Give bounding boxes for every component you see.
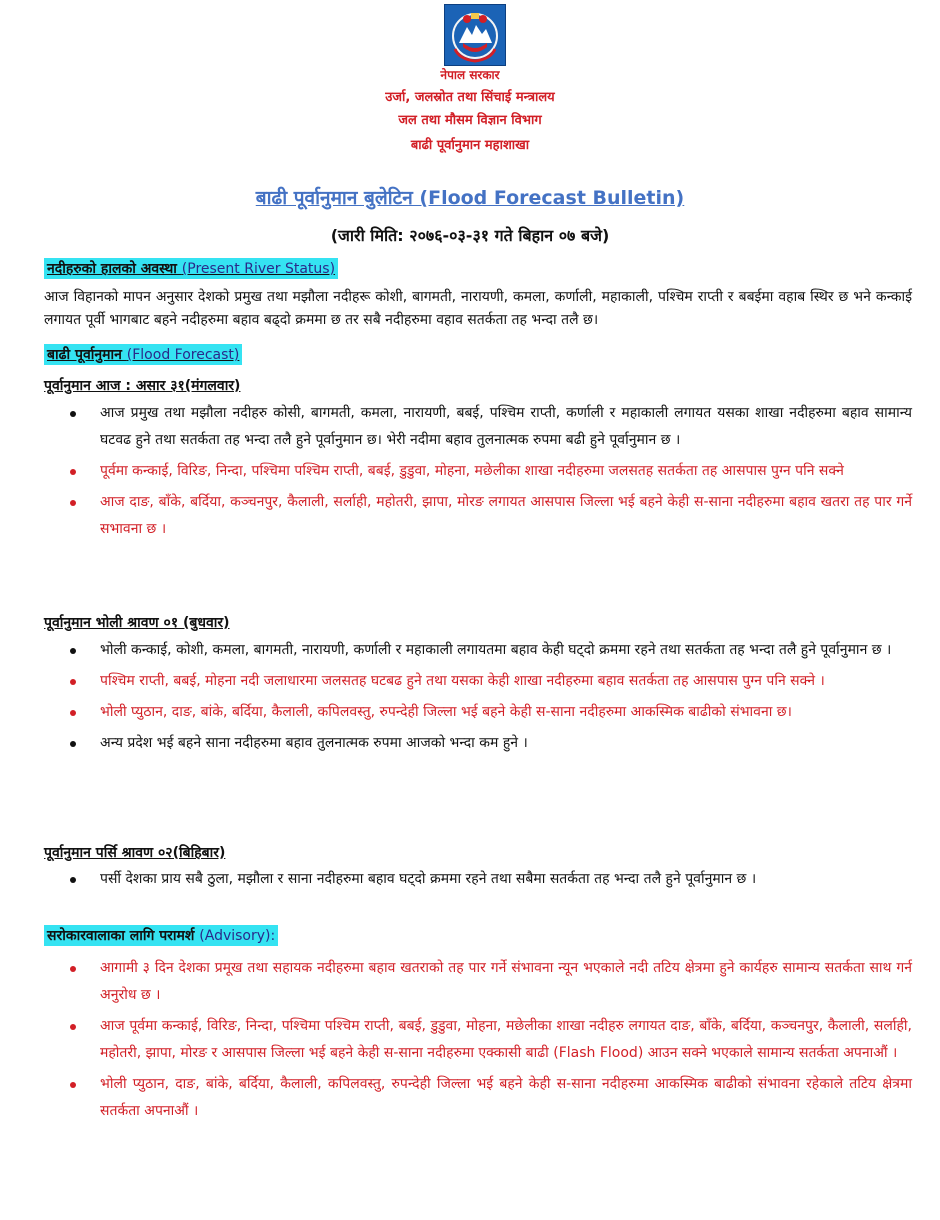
issued-date: (जारी मिति: २०७६-०३-३१ गते बिहान ०७ बजे) — [330, 226, 610, 245]
list-item-text: आज दाङ, बाँके, बर्दिया, कञ्चनपुर, कैलाली, सर्लाही, महोतरी, झापा, मोरङ लगायत आसपास जिल्ला भई बहने केही स-साना नदीहरुमा बहाव खतरा तह पार गर्ने सभावना छ । — [100, 494, 912, 537]
list-item-text: भोली प्युठान, दाङ, बांके, बर्दिया, कैलाली, कपिलवस्तु, रुपन्देही जिल्ला भई बहने केही स-साना नदीहरुमा आकस्मिक बाढीको संभावना रहेकाले तटिय क्षेत्रमा सतर्कता अपनाऔं । — [100, 1076, 912, 1119]
nepal-emblem-icon — [444, 4, 506, 66]
bulletin-title: बाढी पूर्वानुमान बुलेटिन (Flood Forecast Bulletin) — [255, 187, 685, 209]
present-status-heading-en: (Present River Status) — [181, 261, 336, 277]
bullet-icon — [70, 741, 76, 747]
list-item — [62, 400, 912, 454]
list-item — [62, 1013, 912, 1067]
list-item — [62, 955, 912, 1009]
list-item-text: भोली कन्काई, कोशी, कमला, बागमती, नारायणी, कर्णाली र महाकाली लगायतमा बहाव केही घट्दो क्रममा रहने तथा सतर्कता तह भन्दा तलै हुने पूर्वानुमान छ । — [100, 642, 892, 658]
forecast-day-after-label: पूर्वानुमान पर्सि श्रावण ०२(बिहिबार) — [44, 845, 226, 861]
forecast-day-after-list — [62, 866, 912, 897]
present-status-heading — [44, 258, 338, 279]
list-item — [62, 637, 912, 664]
bullet-icon — [70, 648, 76, 654]
list-item — [62, 458, 912, 485]
bullet-icon — [70, 1024, 76, 1030]
list-item-text: पश्चिम राप्ती, बबई, मोहना नदी जलाधारमा जलसतह घटबढ हुने तथा यसका केही शाखा नदीहरुमा बहाव सतर्कता तह आसपास पुग्न पनि सक्ने । — [100, 673, 825, 689]
bullet-icon — [70, 710, 76, 716]
header-line-department: जल तथा मौसम विज्ञान विभाग — [398, 113, 542, 128]
list-item — [62, 489, 912, 543]
list-item-text: पूर्वमा कन्काई, विरिङ, निन्दा, पश्चिमा पश्चिम राप्ती, बबई, डुडुवा, मोहना, मछेलीका शाखा नदीहरुमा जलसतह सतर्कता तह आसपास पुग्न पनि सक्ने — [100, 463, 844, 479]
list-item-text: आगामी ३ दिन देशका प्रमूख तथा सहायक नदीहरुमा बहाव खतराको तह पार गर्ने संभावना न्यून भएकाले नदी तटिय क्षेत्रमा हुने कार्यहरु सामान्य सतर्कता साथ गर्न अनुरोध छ । — [100, 960, 912, 1003]
list-item-text: भोली प्युठान, दाङ, बांके, बर्दिया, कैलाली, कपिलवस्तु, रुपन्देही जिल्ला भई बहने केही स-साना नदीहरुमा आकस्मिक बाढीको संभावना छ। — [100, 704, 792, 720]
present-status-heading-ne: नदीहरुको हालको अवस्था — [47, 261, 182, 277]
bullet-icon — [70, 1082, 76, 1088]
advisory-heading — [44, 925, 278, 946]
bullet-icon — [70, 679, 76, 685]
present-status-text: आज विहानको मापन अनुसार देशको प्रमुख तथा मझौला नदीहरू कोशी, बागमती, नारायणी, कमला, कर्णाली, महाकाली, पश्चिम राप्ती र बबईमा वहाब स्थिर छ भने कन्काई लगायत पूर्वी भागबाट बहने नदीहरुमा बहाव बढ्दो क्रममा छ तर सबै नदीहरुमा वहाव सतर्कता तह भन्दा तलै छ। — [44, 289, 912, 328]
advisory-heading-ne: सरोकारवालाका लागि परामर्श — [47, 928, 200, 944]
list-item — [62, 730, 912, 757]
list-item-text: आज प्रमुख तथा मझौला नदीहरु कोसी, बागमती, कमला, नारायणी, बबई, पश्चिम राप्ती, कर्णाली र महाकाली लगायत यसका शाखा नदीहरुमा बहाव सामान्य घटवढ हुने तथा सतर्कता तह भन्दा तलै हुने पूर्वानुमान छ। भेरी नदीमा बहाव तुलनात्मक रुपमा बढी हुने पूर्वानुमान छ । — [100, 405, 912, 448]
header-line-government: नेपाल सरकार — [440, 68, 500, 82]
header-line-division: बाढी पूर्वानुमान महाशाखा — [410, 138, 530, 153]
advisory-heading-en: (Advisory): — [199, 928, 276, 944]
forecast-today-label: पूर्वानुमान आज : असार ३१(मंगलवार) — [44, 378, 241, 394]
list-item — [62, 668, 912, 695]
forecast-heading-en: (Flood Forecast) — [126, 347, 240, 363]
advisory-list — [62, 955, 912, 1129]
bullet-icon — [70, 966, 76, 972]
list-item — [62, 866, 912, 893]
bullet-icon — [70, 469, 76, 475]
bullet-icon — [70, 411, 76, 417]
bullet-icon — [70, 500, 76, 506]
list-item — [62, 699, 912, 726]
bullet-icon — [70, 877, 76, 883]
list-item-text: अन्य प्रदेश भई बहने साना नदीहरुमा बहाव तुलनात्मक रुपमा आजको भन्दा कम हुने । — [100, 735, 528, 751]
list-item-text: आज पूर्वमा कन्काई, विरिङ, निन्दा, पश्चिमा पश्चिम राप्ती, बबई, डुडुवा, मोहना, मछेलीका शाखा नदीहरु लगायत दाङ, बाँके, बर्दिया, कञ्चनपुर, कैलाली, सर्लाही, महोतरी, झापा, मोरङ र आसपास जिल्ला भई बहने केही स-साना नदीहरुमा एक्कासी बाढी (Flash Flood) आउन सक्ने भएकाले सामान्य सतर्कता अपनाऔं । — [100, 1018, 912, 1061]
forecast-heading-ne: बाढी पूर्वानुमान — [47, 347, 127, 363]
forecast-tomorrow-label: पूर्वानुमान भोली श्रावण ०१ (बुधवार) — [44, 615, 230, 631]
header-line-ministry: उर्जा, जलस्रोत तथा सिंचाई मन्त्रालय — [385, 90, 555, 105]
list-item — [62, 1071, 912, 1125]
list-item-text: पर्सी देशका प्राय सबै ठुला, मझौला र साना नदीहरुमा बहाव घट्दो क्रममा रहने तथा सबैमा सतर्कता तह भन्दा तलै हुने पूर्वानुमान छ । — [100, 871, 757, 887]
forecast-today-list — [62, 400, 912, 547]
forecast-tomorrow-list — [62, 637, 912, 761]
forecast-heading — [44, 344, 242, 365]
